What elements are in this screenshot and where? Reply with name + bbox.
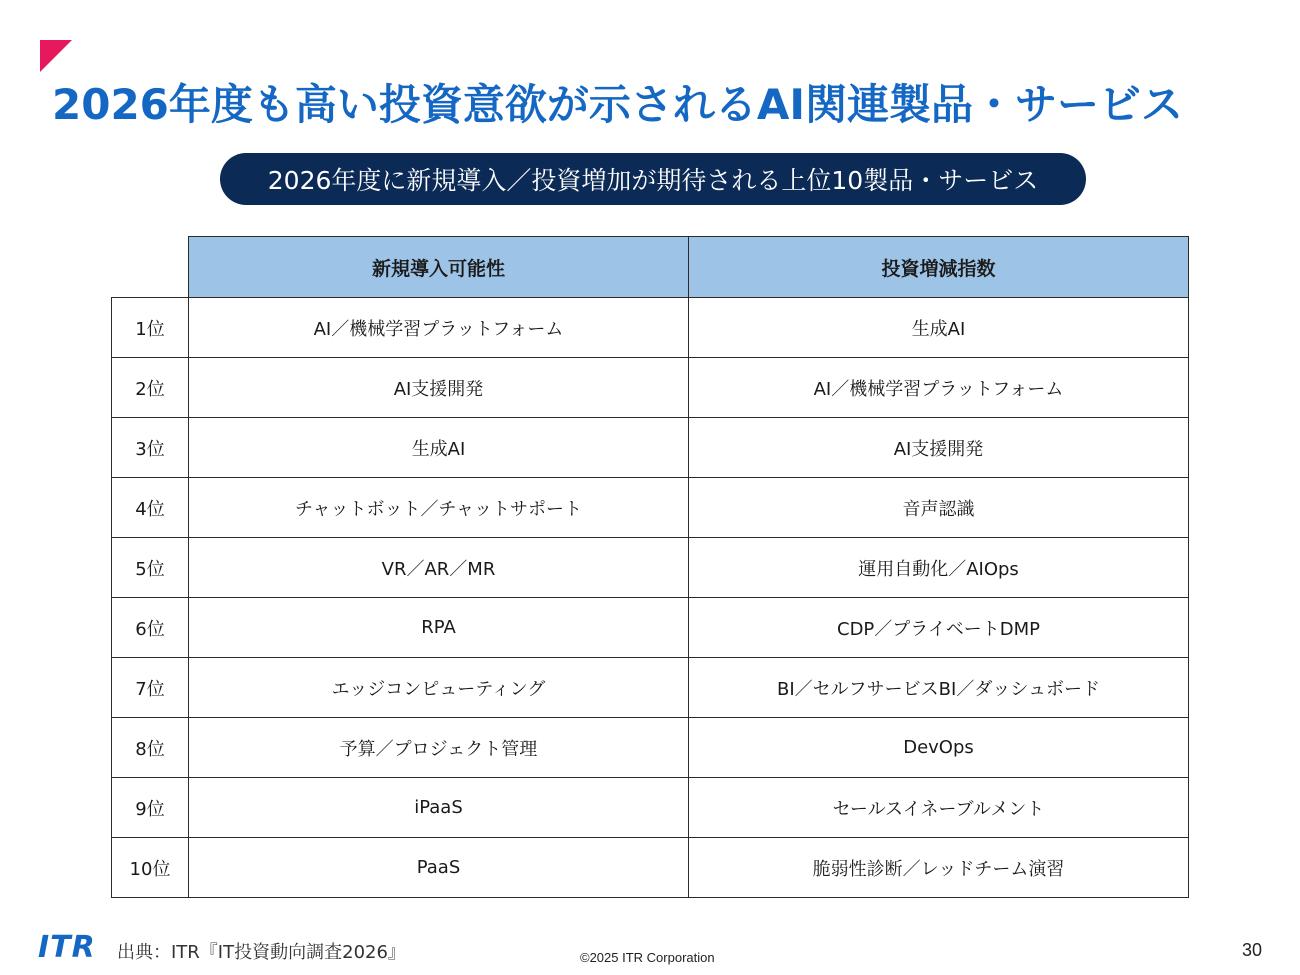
subtitle-banner: 2026年度に新規導入／投資増加が期待される上位10製品・サービス (220, 153, 1086, 205)
new-adoption-cell: AI／機械学習プラットフォーム (189, 298, 689, 358)
new-adoption-cell: エッジコンピューティング (189, 658, 689, 718)
new-adoption-cell: 予算／プロジェクト管理 (189, 718, 689, 778)
rank-cell: 6位 (112, 598, 189, 658)
rank-cell: 8位 (112, 718, 189, 778)
column-header-new-adoption: 新規導入可能性 (189, 237, 689, 298)
page-number: 30 (1242, 940, 1263, 960)
table-row (112, 778, 1189, 838)
table-row (112, 838, 1189, 898)
new-adoption-cell: RPA (189, 598, 689, 658)
page-title: 2026年度も高い投資意欲が示されるAI関連製品・サービス (52, 80, 1184, 129)
new-adoption-cell: チャットボット／チャットサポート (189, 478, 689, 538)
table-corner (112, 237, 189, 298)
rank-cell: 9位 (112, 778, 189, 838)
table-row (112, 418, 1189, 478)
rank-cell: 10位 (112, 838, 189, 898)
table-row (112, 478, 1189, 538)
new-adoption-cell: iPaaS (189, 778, 689, 838)
investment-index-cell: 運用自動化／AIOps (689, 538, 1189, 598)
investment-index-cell: 脆弱性診断／レッドチーム演習 (689, 838, 1189, 898)
new-adoption-cell: VR／AR／MR (189, 538, 689, 598)
rank-cell: 7位 (112, 658, 189, 718)
accent-triangle (40, 40, 72, 72)
rank-cell: 5位 (112, 538, 189, 598)
table-row (112, 538, 1189, 598)
investment-index-cell: AI／機械学習プラットフォーム (689, 358, 1189, 418)
rank-cell: 1位 (112, 298, 189, 358)
investment-index-cell: BI／セルフサービスBI／ダッシュボード (689, 658, 1189, 718)
table-row (112, 298, 1189, 358)
investment-index-cell: AI支援開発 (689, 418, 1189, 478)
investment-index-cell: DevOps (689, 718, 1189, 778)
table-row (112, 658, 1189, 718)
table-row (112, 358, 1189, 418)
source-note: 出典：ITR『IT投資動向調査2026』 (117, 942, 406, 963)
rank-cell: 4位 (112, 478, 189, 538)
copyright: ©2025 ITR Corporation (580, 950, 715, 965)
ranking-table (111, 236, 1189, 898)
table-row (112, 718, 1189, 778)
investment-index-cell: CDP／プライベートDMP (689, 598, 1189, 658)
new-adoption-cell: 生成AI (189, 418, 689, 478)
new-adoption-cell: PaaS (189, 838, 689, 898)
table-header-row (112, 237, 1189, 298)
rank-cell: 3位 (112, 418, 189, 478)
new-adoption-cell: AI支援開発 (189, 358, 689, 418)
investment-index-cell: 音声認識 (689, 478, 1189, 538)
rank-cell: 2位 (112, 358, 189, 418)
investment-index-cell: 生成AI (689, 298, 1189, 358)
investment-index-cell: セールスイネーブルメント (689, 778, 1189, 838)
table-row (112, 598, 1189, 658)
column-header-investment-index: 投資増減指数 (689, 237, 1189, 298)
itr-logo: ITR (38, 930, 96, 965)
